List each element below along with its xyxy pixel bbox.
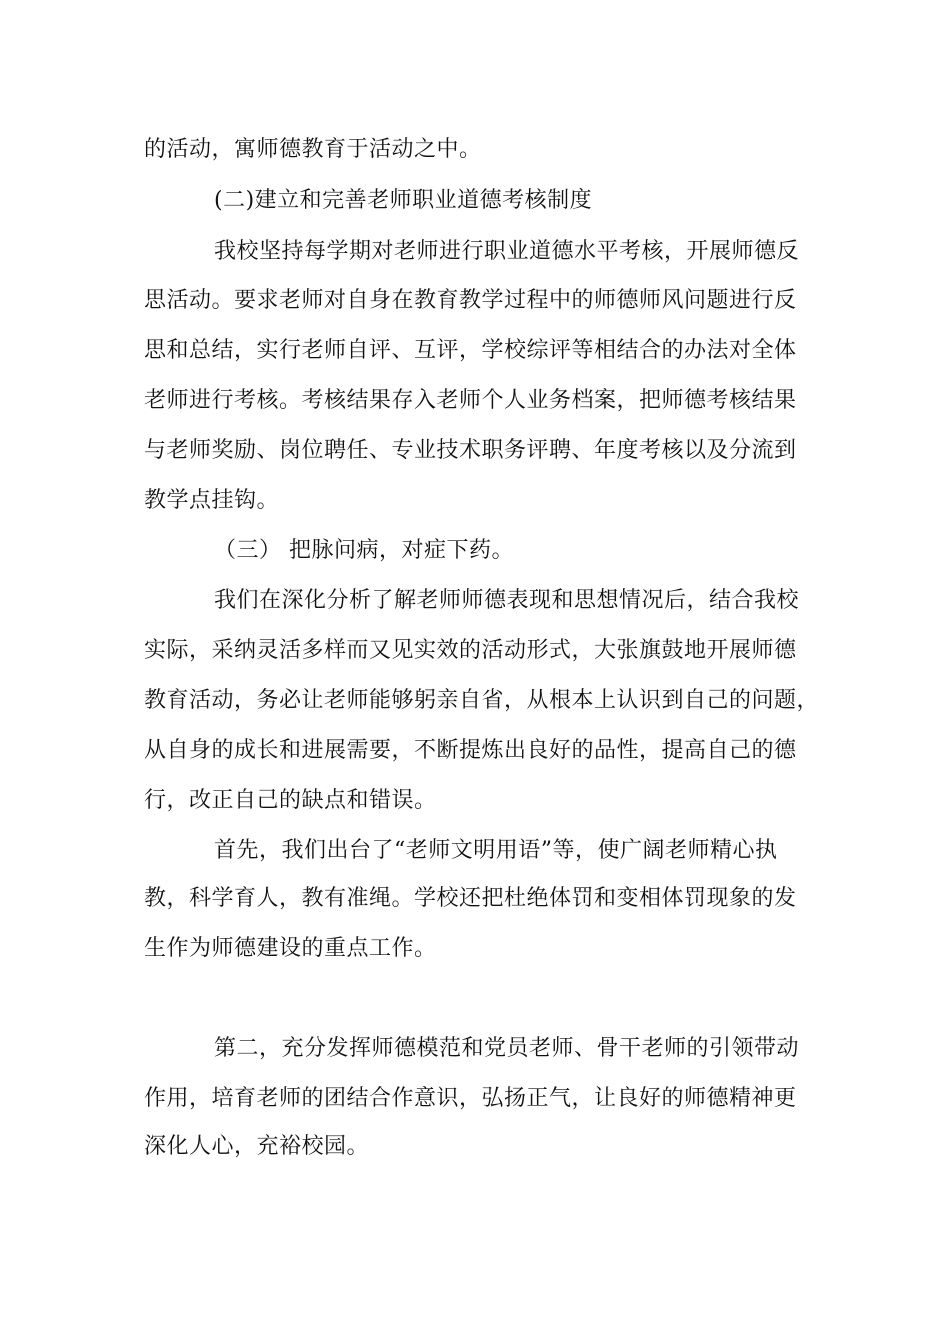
paragraph-line: 老师进行考核。考核结果存入老师个人业务档案，把师德考核结果 xyxy=(144,388,797,413)
paragraph-line: 生作为师德建设的重点工作。 xyxy=(144,936,437,961)
paragraph-line: 我们在深化分析了解老师师德表现和思想情况后，结合我校 xyxy=(214,588,800,613)
paragraph-line: 教学点挂钩。 xyxy=(144,488,280,513)
paragraph-line: 与老师奖励、岗位聘任、专业技术职务评聘、年度考核以及分流到 xyxy=(144,438,797,463)
paragraph-line: 我校坚持每学期对老师进行职业道德水平考核，开展师德反 xyxy=(214,239,800,264)
paragraph-line: 实际，采纳灵活多样而又见实效的活动形式，大张旗鼓地开展师德 xyxy=(144,638,797,663)
paragraph-line: 行，改正自己的缺点和错误。 xyxy=(144,788,437,813)
paragraph-line: 思和总结，实行老师自评、互评，学校综评等相结合的办法对全体 xyxy=(144,338,797,363)
paragraph-line: 的活动，寓师德教育于活动之中。 xyxy=(144,137,482,162)
paragraph-line: 教育活动，务必让老师能够躬亲自省，从根本上认识到自己的问题， xyxy=(144,688,820,713)
paragraph-line: 从自身的成长和进展需要，不断提炼出良好的品性，提高自己的德 xyxy=(144,738,797,763)
paragraph-line: 首先，我们出台了“老师文明用语”等，使广阔老师精心执 xyxy=(214,838,778,863)
paragraph-line: 教，科学育人，教有准绳。学校还把杜绝体罚和变相体罚现象的发 xyxy=(144,886,797,911)
section-heading: （三） 把脉问病，对症下药。 xyxy=(214,538,514,563)
paragraph-line: 思活动。要求老师对自身在教育教学过程中的师德师风问题进行反 xyxy=(144,288,797,313)
paragraph-line: 深化人心，充裕校园。 xyxy=(144,1134,370,1159)
paragraph-line: 第二，充分发挥师德模范和党员老师、骨干老师的引领带动 xyxy=(214,1036,800,1061)
section-heading: (二)建立和完善老师职业道德考核制度 xyxy=(214,188,593,213)
paragraph-line: 作用，培育老师的团结合作意识，弘扬正气，让良好的师德精神更 xyxy=(144,1086,797,1111)
